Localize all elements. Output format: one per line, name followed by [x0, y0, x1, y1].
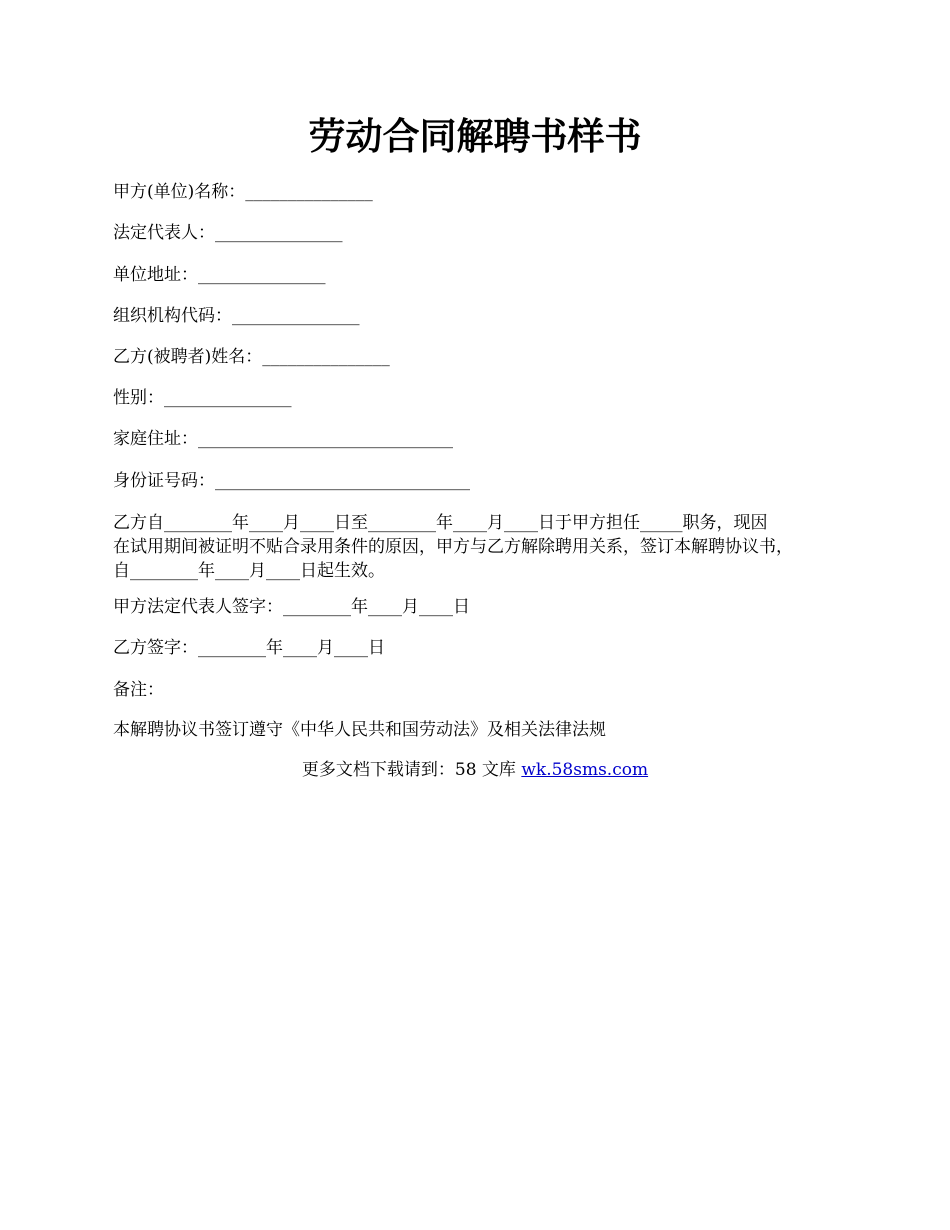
field-id-number: 身份证号码：______________________________ — [113, 471, 470, 491]
signature-party-a: 甲方法定代表人签字：________年____月____日 — [113, 597, 470, 617]
field-home-address: 家庭住址：______________________________ — [113, 429, 453, 449]
footer-link[interactable]: wk.58sms.com — [521, 760, 649, 780]
body-line: 自________年____月____日起生效。 — [113, 561, 385, 581]
body-line: 在试用期间被证明不贴合录用条件的原因，甲方与乙方解除聘用关系，签订本解聘协议书， — [113, 537, 793, 557]
field-party-a-name: 甲方(单位)名称：_______________ — [113, 182, 373, 202]
field-legal-representative: 法定代表人：_______________ — [113, 223, 343, 243]
body-line: 乙方自________年____月____日至________年____月____日于甲方担任_____职务，现因 — [113, 513, 768, 533]
footer-prefix: 更多文档下载请到：58 文库 — [301, 760, 522, 780]
field-organization-code: 组织机构代码：_______________ — [113, 306, 360, 326]
body-paragraph — [113, 511, 853, 583]
remark-text: 本解聘协议书签订遵守《中华人民共和国劳动法》及相关法律法规 — [113, 720, 606, 740]
field-company-address: 单位地址：_______________ — [113, 265, 326, 285]
page-title: 劳动合同解聘书样书 — [308, 114, 642, 158]
field-party-b-name: 乙方(被聘者)姓名：_______________ — [113, 347, 390, 367]
signature-party-b: 乙方签字：________年____月____日 — [113, 638, 385, 658]
footer — [95, 759, 855, 781]
remark-label: 备注： — [113, 680, 164, 700]
field-gender: 性别：_______________ — [113, 388, 292, 408]
